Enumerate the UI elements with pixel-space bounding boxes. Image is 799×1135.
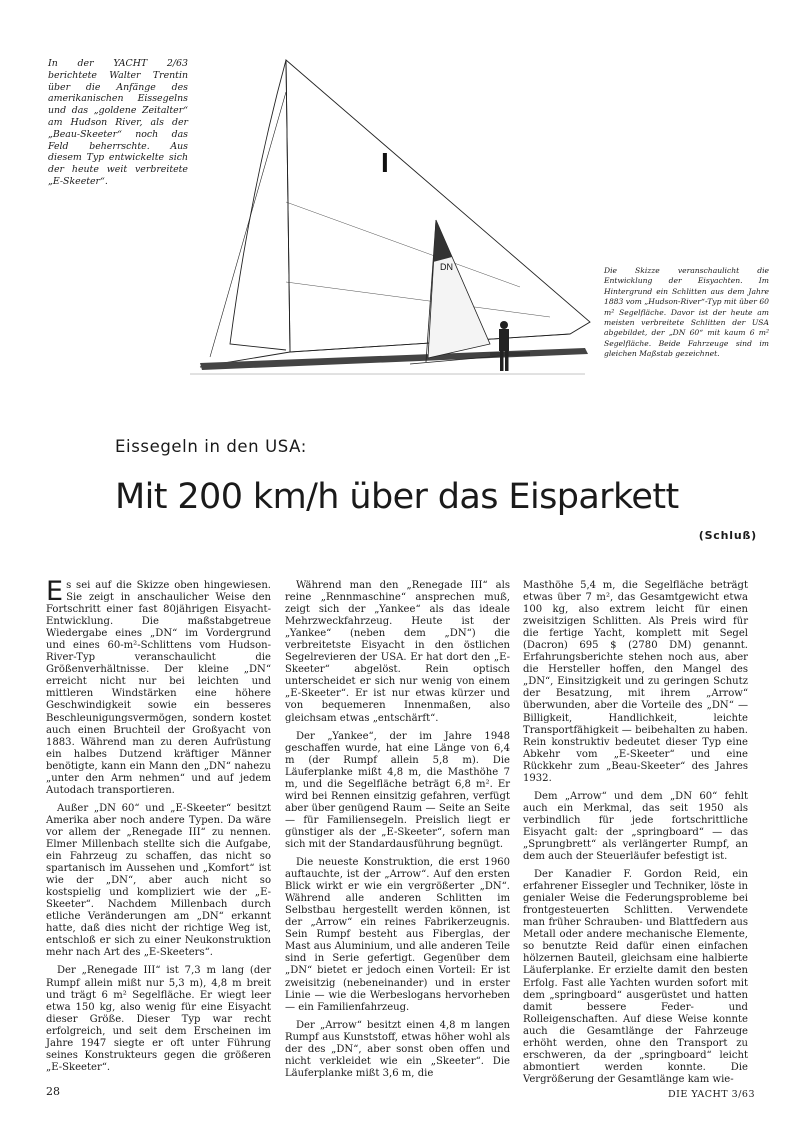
paragraph: Dem „Arrow“ und dem „DN 60“ fehlt auch ein Merkmal, das seit 1950 als verbindlich für jede fortschrittliche Eisyacht galt: der „springboard“ — das „Sprungbrett“ als verlängerter Rumpf, an dem auch der Steuerläufer befestigt ist.	[523, 790, 748, 863]
person-figure	[499, 321, 509, 371]
paragraph: Der „Yankee“, der im Jahre 1948 geschaffen wurde, hat eine Länge von 6,4 m (der Rumpf allein 5,8 m). Die Läuferplanke mißt 4,8 m, die Masthöhe 7 m, und die Segelfläche beträgt 6,8 m². Er wird bei Rennen einsitzig gefahren, verfügt aber über genügend Raum — Seite an Seite — für Familiensegeln. Preislich liegt er günstiger als der „E-Skeeter“, sofern man sich mit der Standardausführung begnügt.	[285, 730, 510, 850]
article-column-2	[285, 580, 510, 1086]
intro-note: In der YACHT 2/63 berichtete Walter Trentin über die Anfänge des amerikanischen Eissegelns und das „goldene Zeitalter“ am Hudson River, als der „Beau-Skeeter“ noch das Feld beherrschte. Aus diesem Typ entwickelte sich der heute weit verbreitete „E-Skeeter“.	[48, 58, 188, 187]
mark-small: DN	[440, 262, 453, 272]
paragraph: Der Kanadier F. Gordon Reid, ein erfahrener Eissegler und Techniker, löste in genialer Weise die Federungsprobleme bei frontgesteuerten Schlitten. Verwendete man früher Schrauben- und Blattfedern aus Metall oder andere mechanische Elemente, so benutzte Reid dafür einen einfachen hölzernen Bauteil, gleichsam eine halbierte Läuferplanke. Er erzielte damit den besten Erfolg. Fast alle Yachten wurden sofort mit dem „springboard“ ausgerüstet und hatten damit bessere Feder- und Rolleigenschaften. Auf diese Weise konnte auch die Gesamtlänge der Fahrzeuge erhöht werden, ohne den Transport zu erschweren, da der „springboard“ leicht abmontiert werden konnte. Die Vergrößerung der Gesamtlänge kam wie-	[523, 869, 748, 1085]
headline: Mit 200 km/h über das Eisparkett	[115, 477, 679, 517]
paragraph: Während man den „Renegade III“ als reine „Rennmaschine“ ansprechen muß, zeigt sich der „Yankee“ als das ideale Mehrzweckfahrzeug. Heute ist der „Yankee“ (neben dem „DN“) die verbreitetste Eisyacht in den östlichen Segelrevieren der USA. Er hat dort den „E-Skeeter“ abgelöst. Rein optisch unterscheidet er sich nur wenig von einem „E-Skeeter“. Er ist nur etwas kürzer und von bequemeren Innenmaßen, also gleichsam etwas „entschärft“.	[285, 580, 510, 724]
iceyacht-sketch	[190, 52, 600, 382]
figure-caption: Die Skizze veranschaulicht die Entwicklung der Eisyachten. Im Hintergrund ein Schlitten aus dem Jahre 1883 vom „Hudson-River“-Typ mit über 60 m² Segelfläche. Davor ist der heute am meisten verbreitete Schlitten der USA abgebildet, der „DN 60“ mit kaum 6 m² Segelfläche. Beide Fahrzeuge sind im gleichen Maßstab gezeichnet.	[604, 266, 769, 359]
paragraph: Masthöhe 5,4 m, die Segelfläche beträgt etwas über 7 m², das Gesamtgewicht etwa 100 kg, also extrem leicht für einen zweisitzigen Schlitten. Als Preis wird für die fertige Yacht, komplett mit Segel (Dacron) 695 $ (2780 DM) genannt. Erfahrungsberichte stehen noch aus, aber die Hersteller hoffen, den Mangel des „DN“, Einsitzigkeit und zu geringen Schutz der Besatzung, mit ihrem „Arrow“ überwunden, aber die Vorteile des „DN“ — Billigkeit, Handlichkeit, leichte Transportfähigkeit — beibehalten zu haben. Rein konstruktiv bedeutet dieser Typ eine Abkehr vom „E-Skeeter“ und eine Rückkehr zum „Beau-Skeeter“ des Jahres 1932.	[523, 580, 748, 784]
paragraph: Der „Renegade III“ ist 7,3 m lang (der Rumpf allein mißt nur 5,3 m), 4,8 m breit und trägt 6 m² Segelfläche. Er wiegt leer etwa 150 kg, also wenig für eine Eisyacht dieser Größe. Dieser Typ war recht erfolgreich, und seit dem Erscheinen im Jahre 1947 siegte er oft unter Führung seines Konstrukteurs gegen die größeren „E-Skeeter“.	[46, 965, 271, 1073]
drop-cap: E	[46, 576, 64, 607]
paragraph-text: s sei auf die Skizze oben hingewiesen. Sie zeigt in anschaulicher Weise den Fortschritt einer fast 80jährigen Eisyacht-Entwicklung. Die maßstabgetreue Wiedergabe eines „DN“ im Vordergrund und eines 60-m²-Schlittens vom Hudson-River-Typ veranschaulicht die Größenverhältnisse. Der kleine „DN“ erreicht nicht nur bei leichten und mittleren Windstärken eine höhere Geschwindigkeit sowie ein besseres Beschleunigungsvermögen, sondern kostet auch einen Bruchteil der Großyacht von 1883. Während man zu deren Aufrüstung ein halbes Dutzend kräftiger Männer benötigte, kann ein Mann den „DN“ nahezu „unter den Arm nehmen“ und auf jedem Autodach transportieren.	[46, 580, 271, 796]
paragraph: Die neueste Konstruktion, die erst 1960 auftauchte, ist der „Arrow“. Auf den ersten Blick wirkt er wie ein vergrößerter „DN“. Während alle anderen Schlitten im Selbstbau hergestellt werden können, ist der „Arrow“ ein reines Fabrikerzeugnis. Sein Rumpf besteht aus Fiberglas, der Mast aus Aluminium, und alle anderen Teile sind in Serie gefertigt. Gegenüber dem „DN“ bietet er jedoch einen Vorteil: Er ist zweisitzig (nebeneinander) und in erster Linie — wie die Werbeslogans hervorheben — ein Familienfahrzeug.	[285, 857, 510, 1013]
conclusion-label: (Schluß)	[698, 529, 757, 542]
large-hull	[200, 348, 588, 370]
folio: DIE YACHT 3/63	[668, 1089, 755, 1100]
paragraph: Der „Arrow“ besitzt einen 4,8 m langen Rumpf aus Kunststoff, etwas höher wohl als der des „DN“, aber sonst oben offen und nicht verkleidet wie ein „Skeeter“. Die Läuferplanke mißt 3,6 m, die	[285, 1019, 510, 1079]
kicker: Eissegeln in den USA:	[115, 437, 307, 456]
page-number: 28	[46, 1085, 60, 1098]
paragraph	[46, 576, 271, 797]
mark-large: I	[381, 147, 389, 178]
paragraph: Außer „DN 60“ und „E-Skeeter“ besitzt Amerika aber noch andere Typen. Da wäre vor allem der „Renegade III“ zu nennen. Elmer Millenbach stellte sich die Aufgabe, ein Fahrzeug zu schaffen, das nicht so spartanisch im Aussehen und „Komfort“ ist wie der „DN“, aber auch nicht so kostspielig und kompliziert wie der „E-Skeeter“. Nachdem Millenbach durch etliche Veränderungen am „DN“ erkannt hatte, daß dies nicht der richtige Weg ist, entschloß er sich zu einer Neukonstruktion mehr nach Art des „E-Skeeters“.	[46, 802, 271, 959]
article-column-1	[46, 576, 271, 1080]
large-jib	[230, 60, 286, 350]
article-column-3	[523, 580, 748, 1092]
